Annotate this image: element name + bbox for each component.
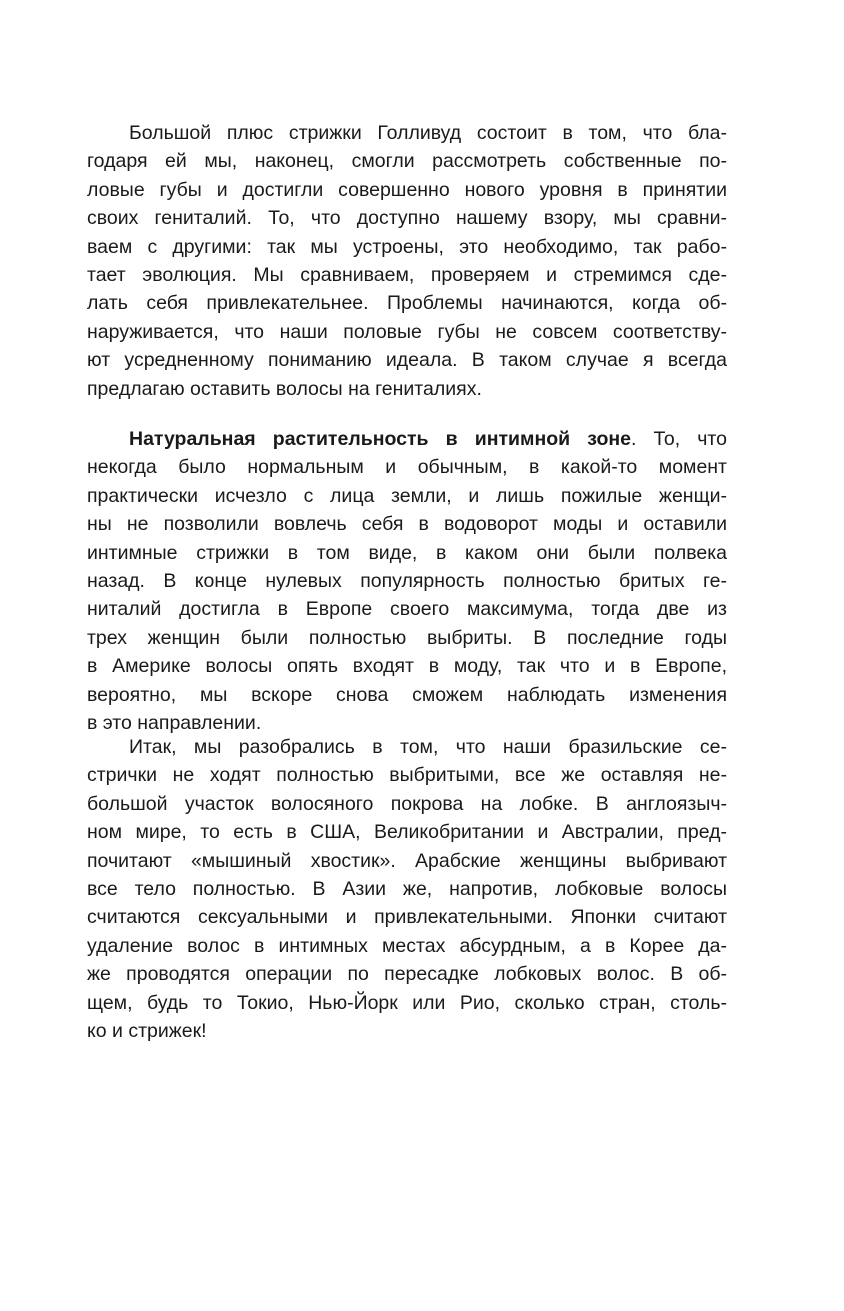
run-in-heading: Натуральная растительность в интимной зоне bbox=[129, 428, 631, 450]
text-line: щем, будь то Токио, Нью-Йорк или Рио, сколько стран, столь- bbox=[87, 991, 727, 1014]
text-line: ниталий достигла в Европе своего максимума, тогда две из bbox=[87, 598, 727, 621]
text-line: удаление волос в интимных местах абсурдным, а в Корее да- bbox=[87, 934, 727, 957]
text-line: в это направлении. bbox=[87, 711, 262, 734]
text-line: ют усредненному пониманию идеала. В таком случае я всегда bbox=[87, 349, 727, 372]
text-line: трех женщин были полностью выбриты. В последние годы bbox=[87, 626, 727, 649]
text-line: ном мире, то есть в США, Великобритании и Австралии, пред- bbox=[87, 821, 727, 844]
text-line: практически исчезло с лица земли, и лишь пожилые женщи- bbox=[87, 484, 727, 507]
text-line: все тело полностью. В Азии же, напротив, лобковые волосы bbox=[87, 877, 727, 900]
text-line: назад. В конце нулевых популярность полностью бритых ге- bbox=[87, 569, 727, 592]
text-line: наруживается, что наши половые губы не совсем соответству- bbox=[87, 320, 727, 343]
text-line: предлагаю оставить волосы на гениталиях. bbox=[87, 377, 482, 400]
text-line: Итак, мы разобрались в том, что наши бразильские се- bbox=[129, 736, 727, 758]
paragraph-hollywood bbox=[87, 119, 727, 403]
text-line: в Америке волосы опять входят в моду, так что и в Европе, bbox=[87, 655, 727, 678]
paragraph-natural-hair bbox=[87, 425, 727, 737]
text-line: стрички не ходят полностью выбритыми, все же оставляя не- bbox=[87, 764, 727, 787]
heading-line-rest: . То, что bbox=[630, 428, 727, 450]
text-line: своих гениталий. То, что доступно нашему взору, мы сравни- bbox=[87, 207, 727, 230]
text-line: же проводятся операции по пересадке лобковых волос. В об- bbox=[87, 963, 727, 986]
text-line: интимные стрижки в том виде, в каком они были полвека bbox=[87, 541, 727, 564]
text-line: годаря ей мы, наконец, смогли рассмотреть собственные по- bbox=[87, 150, 727, 173]
text-line: ваем с другими: так мы устроены, это необходимо, так рабо- bbox=[87, 235, 727, 258]
paragraph-world-styles bbox=[87, 733, 727, 1045]
text-line: ны не позволили вовлечь себя в водоворот моды и оставили bbox=[87, 513, 727, 536]
text-line: большой участок волосяного покрова на лобке. В англоязыч- bbox=[87, 792, 727, 815]
text-line: вероятно, мы вскоре снова сможем наблюдать изменения bbox=[87, 683, 727, 706]
text-line: ловые губы и достигли совершенно нового уровня в принятии bbox=[87, 178, 727, 201]
text-line: лать себя привлекательнее. Проблемы начинаются, когда об- bbox=[87, 292, 727, 315]
text-line: ко и стрижек! bbox=[87, 1019, 207, 1042]
text-line: тает эволюция. Мы сравниваем, проверяем и стремимся сде- bbox=[87, 263, 727, 286]
text-line-with-heading bbox=[87, 425, 727, 453]
text-line: считаются сексуальными и привлекательными. Японки считают bbox=[87, 906, 727, 929]
text-line: почитают «мышиный хвостик». Арабские женщины выбривают bbox=[87, 849, 727, 872]
text-line: Большой плюс стрижки Голливуд состоит в том, что бла- bbox=[129, 122, 727, 144]
text-line: некогда было нормальным и обычным, в какой-то момент bbox=[87, 456, 727, 479]
